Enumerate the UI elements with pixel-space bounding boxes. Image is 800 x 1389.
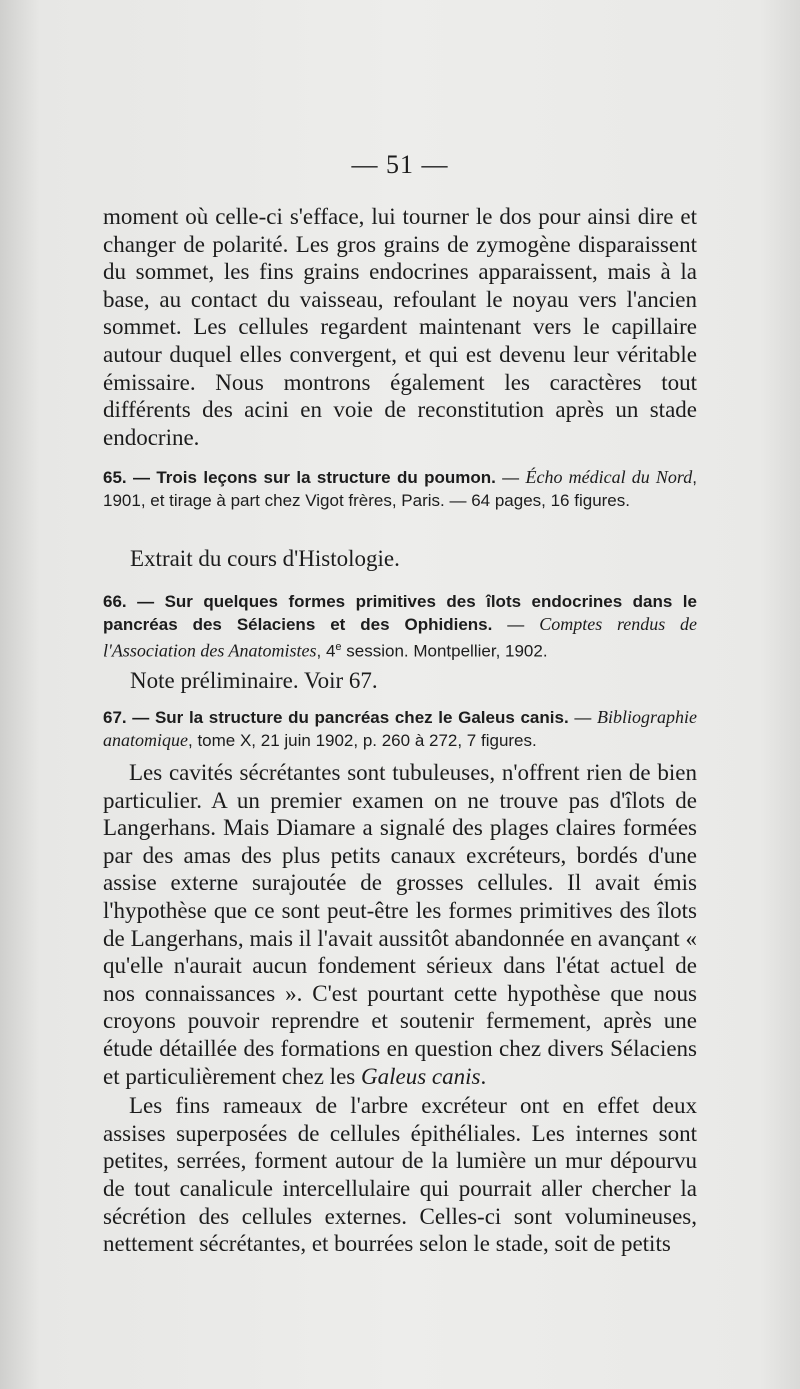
page-number: — 51 — xyxy=(351,150,449,179)
entry-67 xyxy=(103,706,697,752)
entry-65-sep: — xyxy=(495,468,526,487)
entry-65-citation xyxy=(103,466,697,512)
entry-65 xyxy=(103,466,697,512)
entry-66-title: Sur quelques formes primitives des îlots endocrines dans le pancréas des Sélaciens et des Ophidiens. xyxy=(103,592,697,634)
entry-65-dash: — xyxy=(126,468,157,487)
note-65: Extrait du cours d'Histologie. xyxy=(130,546,400,571)
entry-65-details: , 1901, et tirage à part chez Vigot frères, Paris. — 64 pages, 16 figures. xyxy=(103,468,697,510)
entry-67-number: 67. xyxy=(103,708,127,727)
entry-67-citation xyxy=(103,706,697,752)
entry-65-title: Trois leçons sur la structure du poumon. xyxy=(156,468,496,487)
note-65-block xyxy=(103,545,697,573)
entry-66-details-a: , 4 xyxy=(316,641,336,661)
entry-66-journal: Comptes rendus de l'Association des Anatomistes xyxy=(103,614,697,661)
intro-paragraph: moment où celle-ci s'efface, lui tourner le dos pour ainsi dire et changer de polarité. Les gros grains de zymogène disparaissent du sommet, les fins grains endocrines apparaissent, mais à la base, au contact du vaisseau, refoulant le noyau vers l'ancien sommet. Les cellules regardent maintenant vers le capillaire autour duquel elles convergent, et qui est devenu leur véritable émissaire. Nous montrons également les caractères tout différents des acini en voie de reconstitution après un stade endocrine. xyxy=(103,204,697,450)
body-67-paragraph-1 xyxy=(103,759,697,1090)
body-67-block xyxy=(103,759,697,1258)
body-67-p1-text: Les cavités sécrétantes sont tubuleuses, n'offrent rien de bien particulier. A un premier examen on ne trouve pas d'îlots de Langerhans. Mais Diamare a signalé des plages claires formées par des amas des plus petits canaux excréteurs, bordés d'une assise externe surajoutée de grosses cellules. Il avait émis l'hypothèse que ce sont peut-être les formes primitives des îlots de Langerhans, mais il l'avait aussitôt abandonnée en avançant « qu'elle n'aurait aucun fondement sérieux dans l'état actuel de nos connaissances ». C'est pourtant cette hypothèse que nous croyons pouvoir reprendre et soutenir fermement, après une étude détaillée des formations en question chez divers Sélaciens et particulièrement chez les xyxy=(103,760,697,1089)
entry-67-title: Sur la structure du pancréas chez le Galeus canis. xyxy=(154,708,569,727)
entry-67-details: , tome X, 21 juin 1902, p. 260 à 272, 7 figures. xyxy=(188,731,537,750)
entry-67-sep: — xyxy=(568,708,597,727)
intro-paragraph-block xyxy=(103,203,697,451)
entry-65-number: 65. xyxy=(103,468,127,487)
entry-66 xyxy=(103,590,697,663)
body-67-p1-species: Galeus canis xyxy=(360,1063,481,1089)
entry-65-journal: Écho médical du Nord xyxy=(525,467,693,487)
entry-66-citation xyxy=(103,590,697,663)
entry-66-details-b: session. Montpellier, 1902. xyxy=(341,641,548,661)
body-67-paragraph-2: Les fins rameaux de l'arbre excréteur ont en effet deux assises superposées de cellules épithéliales. Les internes sont petites, serrées, forment autour de la lumière un mur dépourvu de tout canalicule intercellulaire qui pourrait aller chercher la sécrétion des cellules externes. Celles-ci sont volumineuses, nettement sécrétantes, et bourrées selon le stade, soit de petits xyxy=(103,1093,697,1257)
entry-67-journal: Bibliographie anatomique xyxy=(103,707,697,750)
entry-66-sup: e xyxy=(335,641,342,653)
body-67-p1-end: . xyxy=(480,1063,487,1089)
entry-66-sep: — xyxy=(492,615,540,634)
entry-67-dash: — xyxy=(126,708,155,727)
entry-66-number: 66. xyxy=(103,592,127,611)
note-66-block xyxy=(103,667,697,695)
note-66: Note préliminaire. Voir 67. xyxy=(130,668,378,693)
entry-66-dash: — xyxy=(126,592,165,611)
